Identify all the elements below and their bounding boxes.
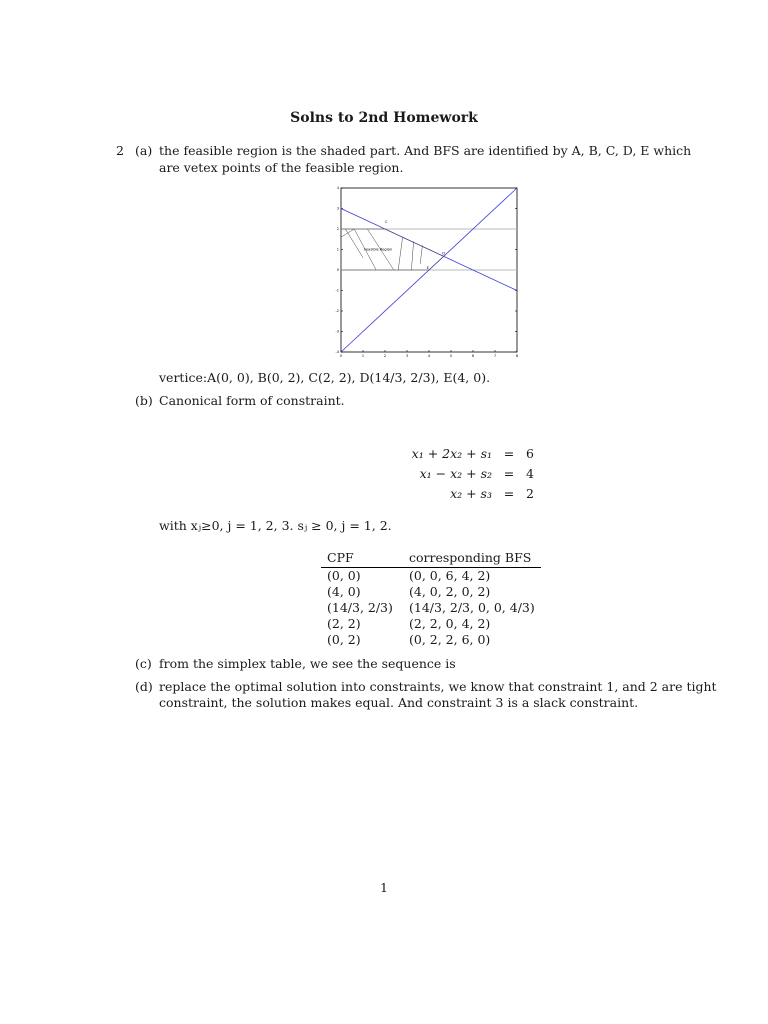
x-tick-label: 0 — [339, 354, 343, 358]
part-c-text: from the simplex table, we see the sequence is — [159, 656, 456, 671]
y-tick-label: -4 — [335, 350, 339, 355]
equation-row — [340, 464, 534, 484]
table-cell: (14/3, 2/3, 0, 0, 4/3) — [409, 600, 535, 615]
x-tick-label: 8 — [515, 354, 519, 358]
equation-rel: = — [503, 446, 515, 461]
table-header-cpf: CPF — [321, 550, 403, 568]
table-cell: (0, 2) — [327, 632, 361, 647]
table-cell: (2, 2, 0, 4, 2) — [409, 616, 491, 631]
equation-rhs: 2 — [526, 486, 534, 501]
table-header-row — [321, 550, 541, 568]
part-a-label: (a) — [135, 143, 153, 158]
equation-rel: = — [503, 486, 515, 501]
table-cell: (0, 2, 2, 6, 0) — [409, 632, 491, 647]
y-tick-label: -3 — [335, 329, 339, 334]
x-tick-label: 7 — [493, 354, 497, 358]
equation-lhs: x₁ + 2x₂ + s₁ — [411, 446, 492, 461]
x-tick-label: 6 — [471, 354, 475, 358]
canonical-equations — [340, 444, 534, 504]
table-header-bfs: corresponding BFS — [403, 550, 541, 568]
table-cell: (4, 0, 2, 0, 2) — [409, 584, 491, 599]
part-b-text: Canonical form of constraint. — [159, 393, 345, 408]
hatch-line — [398, 237, 402, 270]
equation-rel: = — [503, 466, 515, 481]
x-tick-label: 3 — [405, 354, 409, 358]
table-cell: (0, 0) — [327, 568, 361, 583]
hatch-line — [420, 245, 422, 263]
part-a-line2: are vetex points of the feasible region. — [159, 160, 404, 175]
y-tick-label: -1 — [335, 288, 339, 293]
equation-rhs: 4 — [526, 466, 534, 481]
equation-lhs: x₁ − x₂ + s₂ — [419, 466, 492, 481]
equation-rhs: 6 — [526, 446, 534, 461]
hatch-line — [341, 229, 354, 237]
table-cell: (2, 2) — [327, 616, 361, 631]
part-b-label: (b) — [135, 393, 153, 408]
x-tick-label: 2 — [383, 354, 387, 358]
y-tick-label: 4 — [336, 186, 339, 191]
table-row — [321, 600, 541, 616]
table-row — [321, 584, 541, 600]
y-tick-label: 2 — [336, 227, 339, 232]
page-title: Solns to 2nd Homework — [290, 110, 478, 126]
y-tick-label: 3 — [336, 206, 339, 211]
table-row — [321, 616, 541, 632]
x-tick-label: 4 — [427, 354, 431, 358]
y-tick-label: 1 — [336, 247, 339, 252]
problem-number: 2 — [116, 143, 124, 158]
part-c-label: (c) — [135, 656, 152, 671]
x-tick-label: 5 — [449, 354, 453, 358]
point-label: C — [385, 219, 388, 224]
equation-row — [340, 444, 534, 464]
y-tick-label: 0 — [336, 268, 339, 273]
part-d-label: (d) — [135, 679, 153, 694]
page-number: 1 — [380, 880, 388, 895]
point-label: E — [426, 265, 430, 270]
vertices-line: vertice:A(0, 0), B(0, 2), C(2, 2), D(14/3, 2/3), E(4, 0). — [159, 370, 491, 385]
region-label: Feasible Region — [364, 247, 393, 252]
table-cell: (14/3, 2/3) — [327, 600, 393, 615]
hatch-line — [345, 229, 363, 258]
feasible-region-plot — [330, 182, 524, 360]
part-d-line1: replace the optimal solution into constraints, we know that constraint 1, and 2 are tight — [159, 679, 717, 694]
table-cell: (0, 0, 6, 4, 2) — [409, 568, 491, 583]
cpf-bfs-table — [321, 550, 541, 648]
part-d-line2: constraint, the solution makes equal. And constraint 3 is a slack constraint. — [159, 695, 639, 710]
nonnegativity-text: with xⱼ≥0, j = 1, 2, 3. sⱼ ≥ 0, j = 1, 2. — [159, 518, 392, 533]
hatch-line — [411, 241, 413, 270]
y-tick-label: -2 — [335, 309, 339, 314]
equation-lhs: x₂ + s₃ — [450, 486, 492, 501]
table-row — [321, 632, 541, 648]
table-row — [321, 568, 541, 585]
x-tick-label: 1 — [361, 354, 365, 358]
part-a-line1: the feasible region is the shaded part. And BFS are identified by A, B, C, D, E which — [159, 143, 692, 158]
point-label: D — [442, 251, 445, 256]
table-cell: (4, 0) — [327, 584, 361, 599]
equation-row — [340, 484, 534, 504]
